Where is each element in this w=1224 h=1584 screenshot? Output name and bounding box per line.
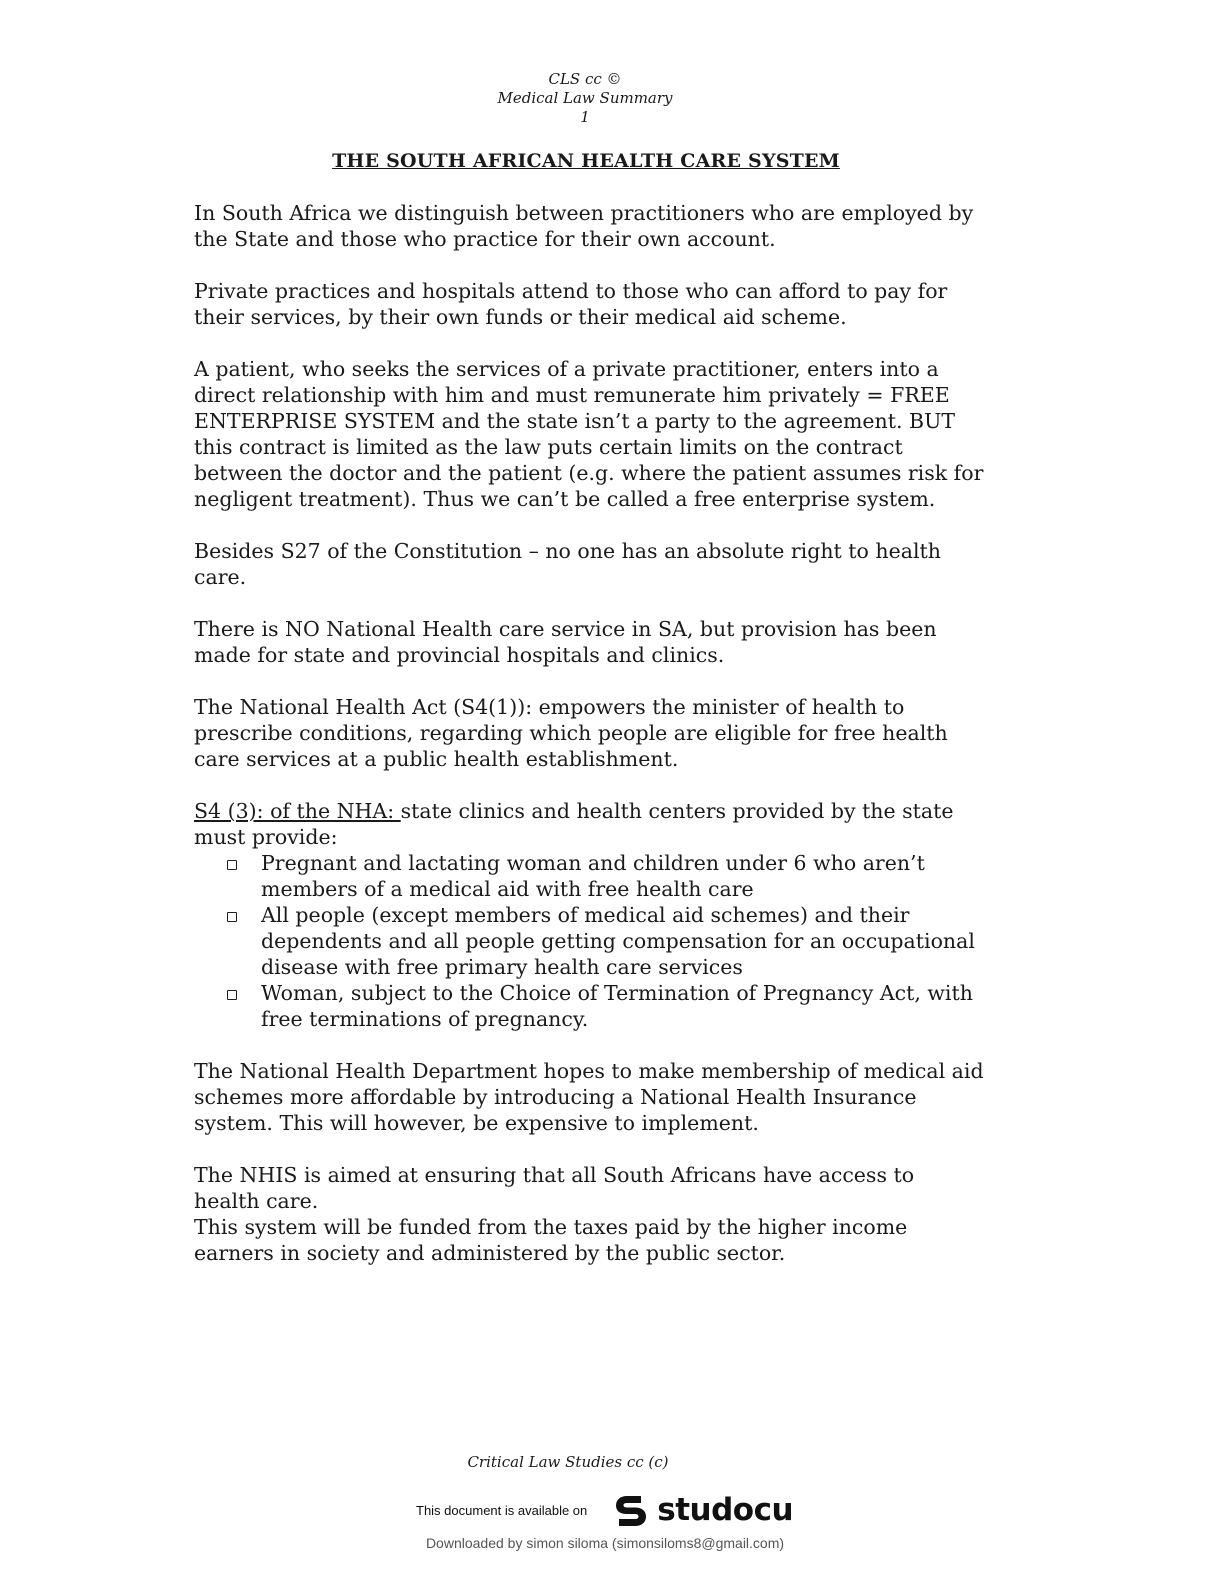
list-item	[194, 850, 984, 902]
paragraph-2: Private practices and hospitals attend to those who can afford to pay for their services, by their own funds or their medical aid scheme.	[194, 279, 948, 329]
list-item	[194, 980, 984, 1032]
download-attribution: Downloaded by simon siloma (simonsiloms8@gmail.com)	[425, 1535, 785, 1551]
paragraph-8: The National Health Department hopes to make membership of medical aid schemes more affordable by introducing a National Health Insurance system. This will however, be expensive to implement.	[194, 1059, 984, 1135]
studocu-banner[interactable]	[416, 1488, 793, 1532]
list-item-text: All people (except members of medical aid schemes) and their dependents and all people getting compensation for an occupational disease with free primary health care services	[261, 903, 975, 979]
page-header	[0, 70, 1170, 127]
studocu-brand-text: studocu	[657, 1492, 794, 1528]
list-item-text: Pregnant and lactating woman and children under 6 who aren’t members of a medical aid with free health care	[261, 851, 925, 901]
paragraph-5: There is NO National Health care service in SA, but provision has been made for state and provincial hospitals and clinics.	[194, 617, 937, 667]
header-copyright: CLS cc ©	[548, 70, 622, 88]
list-item-text: Woman, subject to the Choice of Termination of Pregnancy Act, with free terminations of pregnancy.	[261, 981, 973, 1031]
header-subtitle: Medical Law Summary	[497, 89, 673, 107]
paragraph-4: Besides S27 of the Constitution – no one has an absolute right to health care.	[194, 539, 941, 589]
paragraph-7	[194, 798, 984, 850]
square-bullet-icon	[227, 860, 237, 870]
square-bullet-icon	[227, 912, 237, 922]
paragraph-3: A patient, who seeks the services of a private practitioner, enters into a direct relationship with him and must remunerate him privately = FREE ENTERPRISE SYSTEM and the state isn’t a party to the agreement. BUT this contract is limited as the law puts certain limits on the contract between the doctor and the patient (e.g. where the patient assumes risk for negligent treatment). Thus we can’t be called a free enterprise system.	[194, 357, 984, 511]
section-reference: S4 (3): of the NHA:	[194, 799, 401, 823]
document-title: THE SOUTH AFRICAN HEALTH CARE SYSTEM	[332, 150, 840, 172]
paragraph-6: The National Health Act (S4(1)): empowers the minister of health to prescribe conditions, regarding which people are eligible for free health care services at a public health establishment.	[194, 695, 948, 771]
page-number: 1	[580, 108, 590, 126]
paragraph-9a: The NHIS is aimed at ensuring that all South Africans have access to health care.	[194, 1163, 915, 1213]
studocu-logo[interactable]	[611, 1490, 793, 1530]
paragraph-1: In South Africa we distinguish between practitioners who are employed by the State and those who practice for their own account.	[194, 201, 974, 251]
studocu-logo-icon	[611, 1490, 651, 1530]
provision-list	[194, 850, 984, 1032]
footer-company: Critical Law Studies cc (c)	[467, 1453, 669, 1471]
document-body	[194, 200, 984, 1292]
paragraph-9b: This system will be funded from the taxes paid by the higher income earners in society and administered by the public sector.	[194, 1215, 908, 1265]
square-bullet-icon	[227, 990, 237, 1000]
list-item	[194, 902, 984, 980]
paragraph-7-text: state clinics and health centers provided by the state must provide:	[194, 799, 954, 849]
available-on-text: This document is available on	[416, 1502, 588, 1518]
